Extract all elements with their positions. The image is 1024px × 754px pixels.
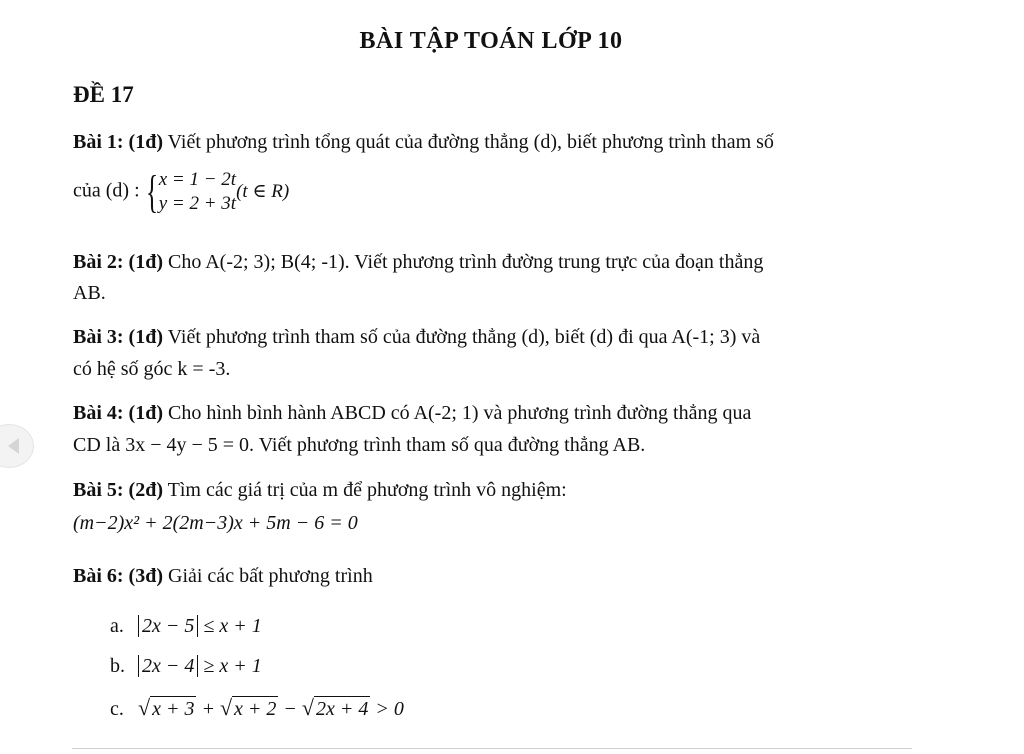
- system-eq-y: y = 2 + 3t: [158, 193, 237, 214]
- absolute-value: 2x − 5: [138, 615, 198, 637]
- problem-1-text-2: của (d) :: [73, 179, 145, 202]
- problem-4-line-1: [73, 398, 751, 428]
- problem-4-label: Bài 4: (1đ): [73, 402, 163, 424]
- problem-6-item-a: [110, 611, 262, 641]
- exam-number: ĐỀ 17: [73, 82, 134, 107]
- problem-1-text: Viết phương trình tổng quát của đường thẳng (d), biết phương trình tham số: [163, 131, 774, 153]
- square-root-2: √ x + 2: [219, 695, 277, 720]
- problem-6-text: Giải các bất phương trình: [163, 565, 373, 587]
- problem-1-line-1: [73, 127, 774, 157]
- square-root-3: √ 2x + 4: [301, 695, 369, 720]
- item-b-label: b.: [110, 655, 125, 677]
- problem-3-line-2: có hệ số góc k = -3.: [73, 358, 231, 380]
- parameter-condition: (t ∈ R): [236, 181, 290, 202]
- problem-5-label: Bài 5: (2đ): [73, 479, 163, 501]
- chevron-left-icon: [8, 438, 19, 454]
- item-b-rhs: ≥ x + 1: [198, 655, 262, 677]
- problem-5-text: Tìm các giá trị của m để phương trình vô nghiệm:: [163, 479, 567, 501]
- problem-4-text: Cho hình bình hành ABCD có A(-2; 1) và phương trình đường thẳng qua: [163, 402, 752, 424]
- problem-5-equation: (m−2)x² + 2(2m−3)x + 5m − 6 = 0: [73, 512, 358, 534]
- problem-1-label: Bài 1: (1đ): [73, 131, 163, 153]
- page-title: BÀI TẬP TOÁN LỚP 10: [359, 28, 623, 54]
- minus-sign: −: [278, 698, 302, 720]
- problem-2-label: Bài 2: (1đ): [73, 251, 163, 273]
- problem-1-line-2: [73, 168, 289, 216]
- problem-2-text: Cho A(-2; 3); B(4; -1). Viết phương trình đường trung trực của đoạn thẳng: [163, 251, 764, 273]
- problem-3-line-1: [73, 322, 760, 352]
- item-c-rhs: > 0: [370, 698, 404, 720]
- plus-sign: +: [196, 698, 220, 720]
- item-a-rhs: ≤ x + 1: [198, 615, 262, 637]
- previous-page-button[interactable]: [0, 424, 34, 468]
- problem-3-label: Bài 3: (1đ): [73, 326, 163, 348]
- page-divider: [72, 748, 912, 749]
- problem-3-text: Viết phương trình tham số của đường thẳng (d), biết (d) đi qua A(-1; 3) và: [163, 326, 761, 348]
- problem-6-label: Bài 6: (3đ): [73, 565, 163, 587]
- problem-2-line-2: AB.: [73, 282, 106, 304]
- square-root-1: √ x + 3: [138, 695, 195, 720]
- problem-4-line-2: CD là 3x − 4y − 5 = 0. Viết phương trình tham số qua đường thẳng AB.: [73, 434, 646, 456]
- problem-5-line-1: [73, 475, 567, 505]
- problem-2-line-1: [73, 247, 763, 277]
- problem-6-item-c: [110, 694, 404, 724]
- problem-6-line-1: [73, 561, 373, 591]
- absolute-value: 2x − 4: [138, 655, 198, 677]
- problem-6-item-b: [110, 651, 262, 681]
- item-a-label: a.: [110, 615, 124, 637]
- system-eq-x: x = 1 − 2t: [158, 169, 237, 190]
- parametric-system: { x = 1 − 2t y = 2 + 3t (t ∈ R): [145, 166, 290, 217]
- item-c-label: c.: [110, 698, 124, 720]
